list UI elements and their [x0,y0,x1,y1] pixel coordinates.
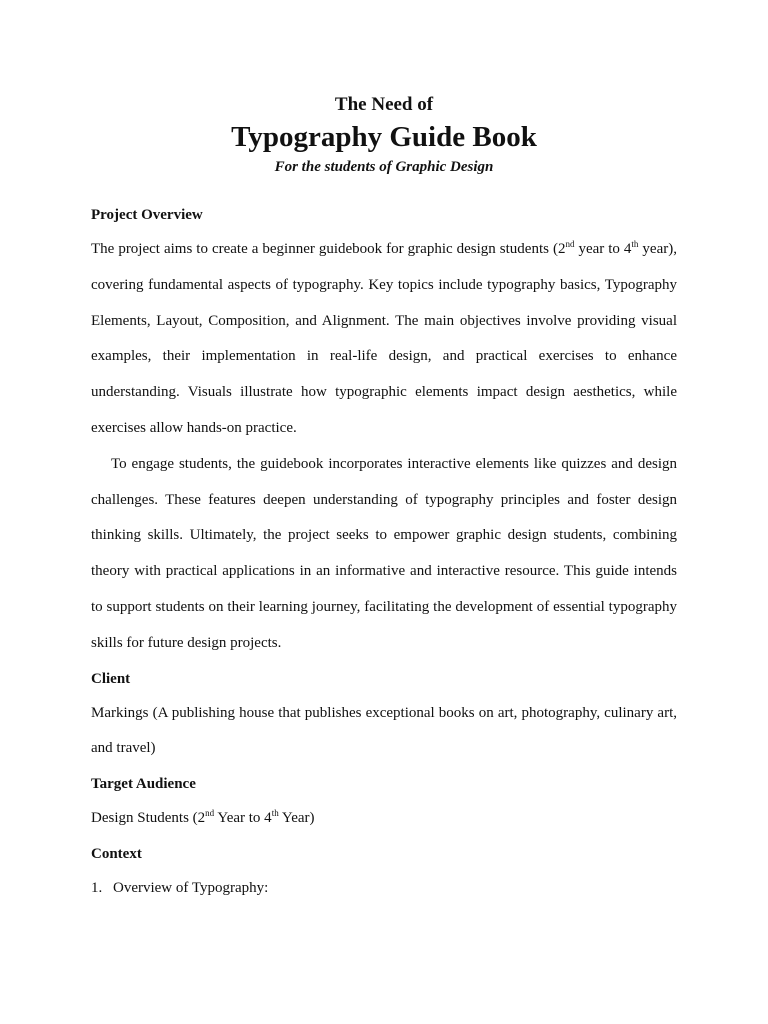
paragraph-overview-1-text-b: year to 4 [574,241,632,257]
list-item-number: 1. [91,879,103,896]
paragraph-overview-1-text-a: The project aims to create a beginner guidebook for graphic design students (2 [91,241,566,257]
heading-target-audience: Target Audience [91,776,196,793]
document-title: Typography Guide Book [231,121,537,153]
target-audience-text-c: Year) [278,810,315,827]
superscript-th: th [631,239,639,249]
paragraph-target-audience [91,801,677,837]
list-item-text: Overview of Typography: [113,879,269,896]
superscript-nd: nd [205,808,215,819]
heading-context: Context [91,845,142,862]
title-top: The Need of [334,94,434,115]
target-audience-text-a: Design Students (2 [91,810,206,827]
document-subtitle: For the students of Graphic Design [274,159,494,175]
heading-client: Client [91,670,131,687]
heading-project-overview: Project Overview [91,207,203,223]
superscript-th: th [271,808,279,819]
paragraph-overview-2: To engage students, the guidebook incorporates interactive elements like quizzes and design challenges. These features deepen understanding of typography principles and foster design thinking skills. Ultimately, the project seeks to empower graphic design students, combining theory with practical applications in an informative and interactive resource. This guide intends to support students on their learning journey, facilitating the development of essential typography skills for future design projects. [91,455,677,651]
target-audience-text-b: Year to 4 [214,810,272,827]
paragraph-client: Markings (A publishing house that publishes exceptional books on art, photography, culinary art, and travel) [91,704,677,757]
superscript-nd: nd [565,239,575,249]
paragraph-overview-1 [91,232,677,447]
list-item [91,871,677,907]
paragraph-overview-1-text-c: year), covering fundamental aspects of typography. Key topics include typography basics, Typography Elements, Layout, Composition, and Alignment. The main objectives involve providing visual examples, their implementation in real-life design, and practical exercises to enhance understanding. Visuals illustrate how typographic elements impact design aesthetics, while exercises allow hands-on practice. [91,241,677,436]
document-body [91,204,677,907]
